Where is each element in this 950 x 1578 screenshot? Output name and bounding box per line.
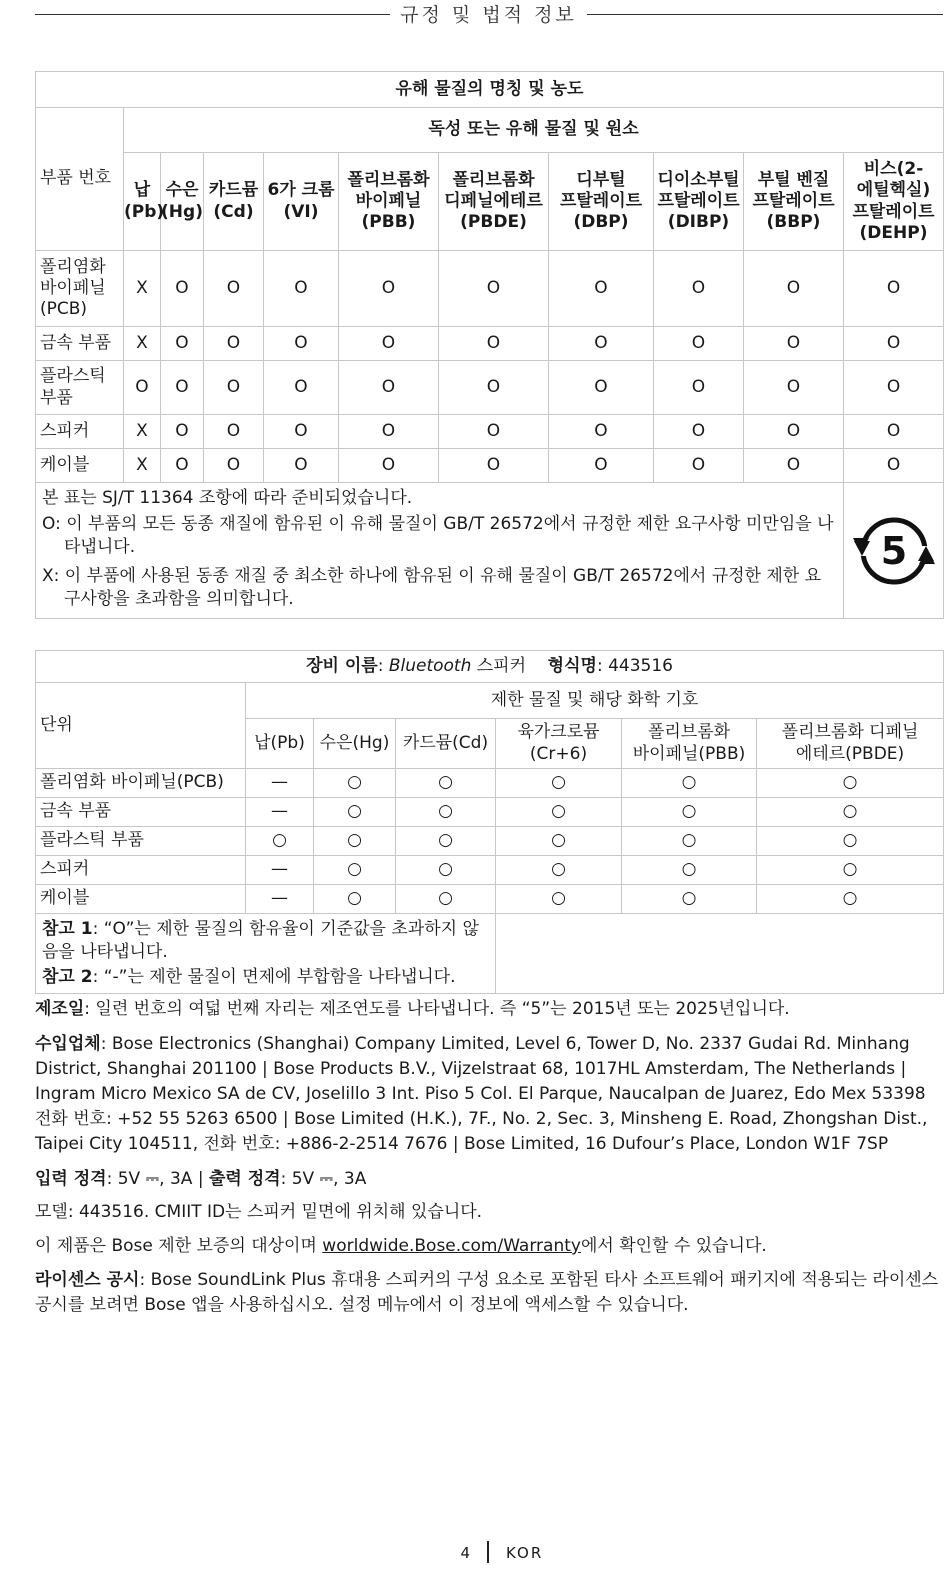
substance-value-cell: O (161, 449, 204, 483)
note-2 (42, 966, 489, 989)
restricted-value-cell: — (246, 885, 314, 914)
table1-column-header (204, 153, 264, 251)
restricted-value-cell: ○ (622, 856, 757, 885)
part-name-line: 부품 (40, 387, 73, 408)
part-name-line: 바이페닐 (40, 277, 106, 298)
model-paragraph: 모델: 443516. CMIIT ID는 스피커 밑면에 위치해 있습니다. (35, 1202, 483, 1222)
column-header-line: 프탈레이트 (852, 201, 935, 222)
part-name-cell (36, 449, 124, 483)
table2-column-header (622, 719, 757, 769)
substance-value-cell: O (339, 251, 439, 327)
table2-column-header (496, 719, 622, 769)
output-rating-label: 출력 정격 (208, 1169, 281, 1189)
footer-divider (487, 1541, 489, 1563)
column-header-line: 프탈레이트 (657, 190, 740, 211)
input-rating-text: : 5V ⎓, 3A | (106, 1169, 209, 1189)
manufacture-date-label: 제조일 (35, 999, 85, 1019)
substance-value-cell: O (204, 361, 264, 415)
environmental-protection-use-period-icon (851, 508, 937, 594)
eco-logo-number: 5 (880, 528, 907, 573)
license-label: 라이센스 공시 (35, 1270, 140, 1290)
note-2-label: 참고 2 (42, 966, 93, 987)
manufacture-date-text: : 일련 번호의 여덟 번째 자리는 제조연도를 나타냅니다. 즉 “5”는 2015년 또는 2025년입니다. (84, 999, 790, 1019)
substance-value-cell: O (439, 415, 549, 449)
column-header-line: 에테르(PBDE) (795, 743, 905, 764)
manufacture-date-paragraph (35, 997, 943, 1022)
restricted-value-cell: ○ (314, 885, 396, 914)
restricted-value-cell: ○ (496, 827, 622, 856)
column-header-line: (PBB) (361, 212, 416, 233)
equipment-name-value: 스피커 (471, 655, 527, 676)
restricted-value-cell: — (246, 798, 314, 827)
table1-column-header (339, 153, 439, 251)
substance-value-cell: O (204, 251, 264, 327)
column-header-line: (Pb) (124, 201, 165, 222)
restricted-value-cell: ○ (314, 827, 396, 856)
substance-value-cell: O (161, 327, 204, 361)
unit-name-cell: 금속 부품 (36, 798, 246, 827)
substance-value-cell: O (204, 415, 264, 449)
substance-value-cell: O (549, 415, 654, 449)
substance-value-cell: O (439, 449, 549, 483)
unit-header: 단위 (36, 683, 246, 769)
column-header-line: 폴리브롬화 디페닐 (781, 722, 919, 743)
column-header-line: (DEHP) (859, 222, 928, 243)
column-header-line: (DBP) (573, 212, 629, 233)
equipment-name-label: 장비 이름 (306, 655, 378, 676)
column-header-line: 부틸 벤질 (757, 169, 830, 190)
substance-value-cell: O (844, 361, 944, 415)
restricted-value-cell: ○ (396, 827, 496, 856)
restricted-value-cell: ○ (246, 827, 314, 856)
substance-value-cell: O (204, 449, 264, 483)
input-rating-label: 입력 정격 (35, 1169, 107, 1189)
substance-value-cell: O (339, 361, 439, 415)
substance-value-cell: O (744, 251, 844, 327)
rating-paragraph (35, 1167, 943, 1192)
substance-value-cell: O (439, 361, 549, 415)
table1-notes (36, 483, 844, 619)
part-name-line: 케이블 (40, 454, 90, 475)
substance-value-cell: O (161, 415, 204, 449)
table1-row (36, 361, 944, 415)
note-1-text: : “O”는 제한 물질의 함유율이 기준값을 초과하지 않음을 나타냅니다. (42, 919, 479, 962)
table1-row (36, 415, 944, 449)
substance-value-cell: O (124, 361, 161, 415)
importer-label: 수입업체 (35, 1034, 101, 1054)
column-header-line: 카드뮴 (208, 180, 259, 201)
equipment-info-row: 장비 이름: Bluetooth 스피커 형식명: 443516 (36, 651, 944, 683)
column-header-line: 육가크로뮴 (517, 722, 600, 743)
substance-value-cell: X (124, 327, 161, 361)
column-header-line: (DIBP) (667, 212, 730, 233)
column-header-line: (Hg) (161, 201, 203, 222)
unit-name-cell: 케이블 (36, 885, 246, 914)
substance-value-cell: O (744, 449, 844, 483)
note-1-label: 참고 1 (42, 919, 93, 939)
warranty-text-pre: 이 제품은 Bose 제한 보증의 대상이며 (35, 1236, 323, 1256)
table2-column-header (757, 719, 944, 769)
column-header-line: 디이소부틸 (657, 169, 740, 190)
equipment-name-italic: Bluetooth (388, 655, 472, 676)
unit-name-cell: 폴리염화 바이페닐(PCB) (36, 769, 246, 798)
table1-column-header (744, 153, 844, 251)
column-header-line: 수은 (165, 180, 199, 201)
table1-subtitle: 독성 또는 유해 물질 및 원소 (124, 108, 944, 153)
column-header-line: (Cr+6) (529, 743, 588, 764)
column-header-line: (BBP) (766, 212, 821, 233)
restricted-value-cell: ○ (496, 856, 622, 885)
note-2-text: : “-”는 제한 물질이 면제에 부합함을 나타냅니다. (92, 966, 456, 987)
part-name-line: 금속 부품 (40, 332, 112, 353)
table2-row (36, 856, 944, 885)
license-text: : Bose SoundLink Plus 휴대용 스피커의 구성 요소로 포함된 타사 소프트웨어 패키지에 적용되는 라이센스 공시를 보려면 Bose 앱을 사용하십시오. 설정 메뉴에서 이 정보에 액세스할 수 있습니다. (35, 1270, 939, 1315)
substance-value-cell: O (549, 449, 654, 483)
table1-row (36, 327, 944, 361)
substance-value-cell: O (264, 251, 339, 327)
substance-value-cell: O (744, 415, 844, 449)
table1-column-header (264, 153, 339, 251)
substance-value-cell: X (124, 449, 161, 483)
substance-value-cell: O (339, 327, 439, 361)
restricted-value-cell: ○ (396, 798, 496, 827)
substance-value-cell: O (654, 361, 744, 415)
column-header-line: 폴리브롬화 (347, 169, 430, 190)
restricted-value-cell: ○ (757, 885, 944, 914)
table1-title: 유해 물질의 명칭 및 농도 (36, 72, 944, 108)
column-header-line: (Cd) (213, 201, 254, 222)
substance-value-cell: O (439, 251, 549, 327)
restricted-value-cell: ○ (396, 856, 496, 885)
header-rule-right (587, 14, 943, 15)
table2-row (36, 827, 944, 856)
column-header-line: 프탈레이트 (752, 190, 835, 211)
column-header-line: (PBDE) (460, 212, 527, 233)
column-header-line: 에틸헥실) (856, 180, 931, 201)
table2-notes-blank (496, 914, 944, 994)
table1-column-header (549, 153, 654, 251)
note-standard: 본 표는 SJ/T 11364 조항에 따라 준비되었습니다. (42, 488, 413, 508)
language-code: KOR (506, 1544, 544, 1562)
substance-value-cell: O (844, 415, 944, 449)
part-name-cell (36, 251, 124, 327)
table2-notes (36, 914, 496, 994)
column-header-line: 디부틸 (576, 169, 626, 190)
header-rule-left (35, 14, 390, 15)
column-header-line: 납 (133, 180, 151, 201)
substance-value-cell: O (844, 327, 944, 361)
part-name-line: 폴리염화 (40, 256, 106, 277)
restricted-value-cell: ○ (757, 769, 944, 798)
substance-value-cell: O (339, 415, 439, 449)
unit-name-cell: 스피커 (36, 856, 246, 885)
table2-row (36, 769, 944, 798)
table1-column-header (844, 153, 944, 251)
restricted-value-cell: ○ (757, 798, 944, 827)
page-footer (0, 1541, 950, 1565)
substance-value-cell: O (339, 449, 439, 483)
restricted-value-cell: ○ (496, 798, 622, 827)
substance-value-cell: O (264, 361, 339, 415)
output-rating-text: : 5V ⎓, 3A (280, 1169, 367, 1189)
substance-value-cell: O (744, 361, 844, 415)
restricted-value-cell: ○ (314, 798, 396, 827)
warranty-paragraph (35, 1234, 943, 1259)
substance-value-cell: O (654, 415, 744, 449)
model-type-label: 형식명 (547, 655, 597, 676)
page-number: 4 (460, 1544, 470, 1562)
part-number-header: 부품 번호 (36, 108, 124, 251)
table2-column-header (246, 719, 314, 769)
column-header-line: 비스(2- (863, 159, 924, 179)
substance-value-cell: O (654, 251, 744, 327)
restricted-value-cell: ○ (622, 827, 757, 856)
table2-column-header (314, 719, 396, 769)
table2-subtitle: 제한 물질 및 해당 화학 기호 (246, 683, 944, 719)
restricted-value-cell: — (246, 769, 314, 798)
substance-value-cell: O (549, 361, 654, 415)
table2-row (36, 885, 944, 914)
substance-value-cell: O (264, 415, 339, 449)
column-header-line: 프탈레이트 (559, 190, 643, 211)
substance-value-cell: O (439, 327, 549, 361)
restricted-value-cell: ○ (396, 885, 496, 914)
column-header-line: 바이페닐(PBB) (632, 743, 746, 764)
column-header-line: 디페닐에테르 (444, 190, 543, 211)
table1-column-header (124, 153, 165, 251)
substance-value-cell: O (549, 327, 654, 361)
unit-name-cell: 플라스틱 부품 (36, 827, 246, 856)
restricted-value-cell: ○ (622, 798, 757, 827)
substance-value-cell: O (844, 449, 944, 483)
part-name-line: (PCB) (40, 299, 88, 320)
warranty-text-post: 에서 확인할 수 있습니다. (580, 1236, 767, 1256)
substance-value-cell: O (654, 327, 744, 361)
page-header (35, 0, 943, 26)
column-header-line: 수은(Hg) (319, 732, 390, 753)
substance-value-cell: X (124, 251, 161, 327)
table1-column-header (654, 153, 744, 251)
table1-row (36, 449, 944, 483)
restricted-value-cell: ○ (496, 769, 622, 798)
column-header-line: 폴리브롬화 (452, 169, 535, 190)
substance-value-cell: O (204, 327, 264, 361)
part-name-cell (36, 327, 124, 361)
warranty-link[interactable]: worldwide.Bose.com/Warranty (322, 1236, 581, 1256)
substance-value-cell: O (549, 251, 654, 327)
restricted-value-cell: ○ (757, 856, 944, 885)
license-paragraph (35, 1268, 943, 1318)
table2-row (36, 798, 944, 827)
model-type-value: : 443516 (596, 655, 673, 676)
restricted-value-cell: ○ (622, 769, 757, 798)
note-1 (42, 918, 489, 964)
substance-value-cell: O (264, 327, 339, 361)
eco-logo-cell (844, 483, 944, 619)
header-title: 규정 및 법적 정보 (400, 4, 577, 26)
table1-column-header (161, 153, 204, 251)
restricted-value-cell: — (246, 856, 314, 885)
part-name-line: 플라스틱 (40, 366, 106, 387)
substance-value-cell: O (161, 361, 204, 415)
substance-value-cell: X (124, 415, 161, 449)
table2-column-header (396, 719, 496, 769)
importer-paragraph (35, 1032, 943, 1157)
column-header-line: (VI) (283, 201, 319, 222)
part-name-line: 스피커 (40, 420, 90, 441)
restricted-value-cell: ○ (314, 856, 396, 885)
substance-value-cell: O (744, 327, 844, 361)
note-x-meaning: X: 이 부품에 사용된 동종 재질 중 최소한 하나에 함유된 이 유해 물질이 GB/T 26572에서 규정한 제한 요구사항을 초과함을 의미합니다. (42, 565, 822, 609)
substance-value-cell: O (844, 251, 944, 327)
column-header-line: 6가 크롬 (267, 180, 335, 201)
table1-row (36, 251, 944, 327)
importer-text: : Bose Electronics (Shanghai) Company Limited, Level 6, Tower D, No. 2337 Gudai Rd. Minhang District, Shanghai 201100 | Bose Products B.V., Vijzelstraat 68, 1017HL Amsterdam, The Netherlands | Ingram Micro Mexico SA de CV, Joselillo 3 Int. Piso 5 Col. El Parque, Naucalpan de Juarez, Edo Mex 53398 전화 번호: +52 55 5263 6500 | Bose Limited (H.K.), 7F., No. 2, Sec. 3, Minsheng E. Road, Zhongshan Dist., Taipei City 104511, 전화 번호: +886-2-2514 7676 | Bose Limited, 16 Dufour’s Place, London W1F 7SP (35, 1034, 928, 1154)
note-o-meaning: O: 이 부품의 모든 동종 재질에 함유된 이 유해 물질이 GB/T 26572에서 규정한 제한 요구사항 미만임을 나타냅니다. (42, 513, 834, 557)
restricted-value-cell: ○ (622, 885, 757, 914)
restricted-value-cell: ○ (757, 827, 944, 856)
column-header-line: 바이페닐 (355, 190, 422, 211)
restricted-value-cell: ○ (396, 769, 496, 798)
restricted-value-cell: ○ (314, 769, 396, 798)
restricted-substances-table (35, 650, 944, 994)
column-header-line: 폴리브롬화 (647, 722, 731, 743)
column-header-line: 납(Pb) (254, 732, 305, 753)
part-name-cell (36, 415, 124, 449)
hazardous-substances-table (35, 71, 944, 619)
part-name-cell (36, 361, 124, 415)
restricted-value-cell: ○ (496, 885, 622, 914)
substance-value-cell: O (654, 449, 744, 483)
column-header-line: 카드뮴(Cd) (402, 732, 489, 753)
table1-column-header (439, 153, 549, 251)
substance-value-cell: O (161, 251, 204, 327)
substance-value-cell: O (264, 449, 339, 483)
